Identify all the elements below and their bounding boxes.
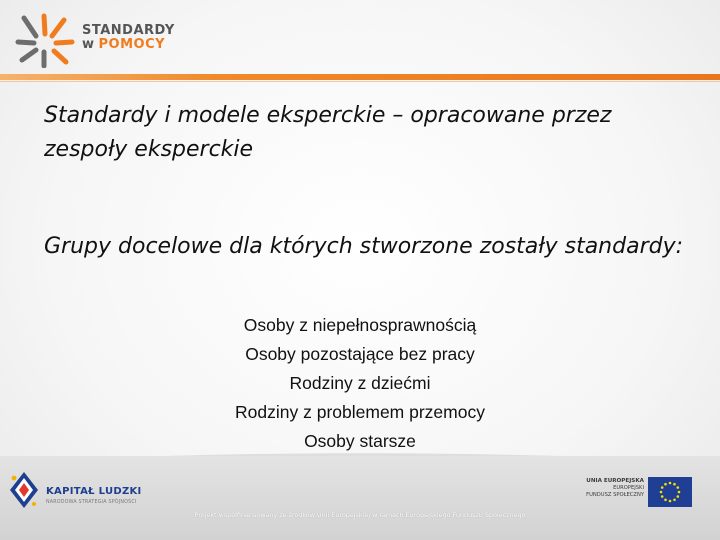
logo-line-pomocy [82,38,175,52]
target-group-list [160,311,560,456]
list-item: Osoby pozostające bez pracy [245,344,475,364]
heading-standards: Standardy i modele eksperckie – opracowane przez zespoły eksperckie [44,103,612,162]
kapital-ludzki-logo-icon [8,470,40,510]
header-divider-thin [0,81,720,82]
eu-line-2: EUROPEJSKI [613,485,644,491]
list-item: Osoby starsze [304,431,416,451]
logo-wordmark [82,24,175,52]
list-item: Rodziny z problemem przemocy [235,402,485,422]
header-divider [0,74,720,80]
funding-note: Projekt współfinansowany ze środków Unii Europejskiej w ramach Europejskiego Funduszu Społecznego [194,511,526,519]
kapital-ludzki-wordmark [46,486,142,508]
heading-target-groups: Grupy docelowe dla których stworzone zostały standardy: [44,234,684,259]
slide-header [0,0,720,80]
eu-flag-icon [648,477,692,507]
list-item: Osoby z niepełnosprawnością [243,315,477,335]
logo-line-standardy: STANDARDY [82,23,175,38]
eu-line-1: UNIA EUROPEJSKA [586,478,644,484]
logo-prefix: w [82,37,95,52]
logo-main: POMOCY [98,37,166,52]
eu-wordmark [560,478,644,499]
kl-title: KAPITAŁ LUDZKI [46,486,142,497]
kl-subtitle: NARODOWA STRATEGIA SPÓJNOŚCI [46,500,137,505]
eu-line-3: FUNDUSZ SPOŁECZNY [586,492,644,498]
list-item: Rodziny z dziećmi [289,373,431,393]
star-burst-logo-icon [14,12,76,68]
